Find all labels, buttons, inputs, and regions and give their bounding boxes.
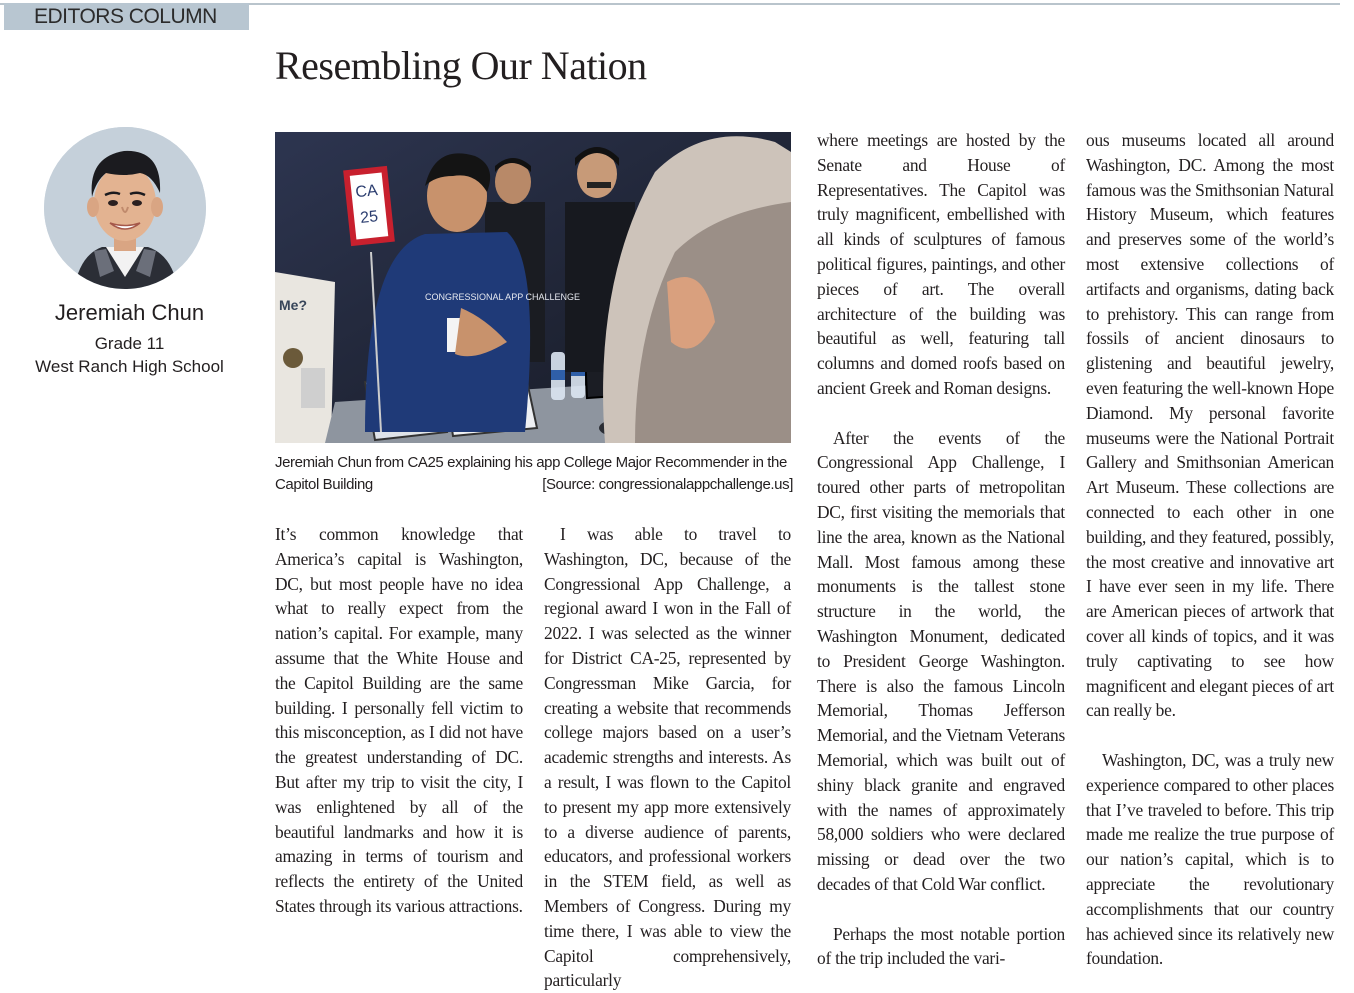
- sign-text-top: CA: [354, 182, 379, 202]
- paragraph: It’s common knowledge that America’s capital is Washington, DC, but most people have no idea what to really expect from the nation’s capital. For example, many assume that the White House and the Capitol Building are the same building. I personally fell victim to this misconception, as I did not have the greatest understanding of DC. But after my trip to visit the city, I was enlightened by all of the beautiful landmarks and how it is amazing in terms of tourism and reflects the entirety of the United States through its various attractions.: [275, 524, 523, 916]
- photo-source: [Source: congressionalappchallenge.us]: [542, 476, 793, 493]
- photo-caption: Jeremiah Chun from CA25 explaining his app College Major Recommender in the Capitol Building: [275, 454, 787, 493]
- author-portrait: [44, 127, 206, 289]
- article-column-3: [817, 128, 1065, 971]
- author-name: Jeremiah Chun: [54, 300, 205, 325]
- author-school: West Ranch High School: [35, 357, 224, 376]
- portrait-illustration: [44, 127, 206, 289]
- article-column-4: [1086, 128, 1334, 971]
- shirt-text: CONGRESSIONAL APP CHALLENGE: [425, 292, 581, 302]
- article-column-2: [544, 522, 791, 993]
- section-label: EDITORS COLUMN: [4, 3, 249, 30]
- photo-illustration: [275, 132, 791, 443]
- paragraph: ous museums located all around Washington, DC. Among the most famous was the Smithsonian Natural History Museum, which features and preserves some of the world’s most extensive collections of artifacts and organisms, dating back to prehistory. This can range from fossils of ancient dinosaurs to glistening and beautiful jewelry, even featuring the well-known Hope Diamond. My personal favorite museums were the National Portrait Gallery and Smithsonian American Art Museum. These collections are connected to each other in one building, and they featured, possibly, the most creative and innovative art I have ever seen in my life. There are American pieces of artwork that cover all kinds of topics, and it was truly captivating to see how magnificent and elegant pieces of art can really be.: [1086, 130, 1334, 721]
- paragraph: After the events of the Congressional App Challenge, I toured other parts of metropolitan DC, first visiting the memorials that line the area, known as the National Mall. Most famous among these monuments is the tallest stone structure in the world, the Washington Monument, dedicated to President George Washington. There is also the famous Lincoln Memorial, Thomas Jefferson Memorial, and the Vietnam Veterans Memorial, which was built out of shiny black granite and engraved with the names of approximately 58,000 soldiers who were declared missing or dead over the two decades of that Cold War conflict.: [817, 427, 1065, 894]
- article-title: Resembling Our Nation: [275, 43, 647, 88]
- paragraph: Washington, DC, was a truly new experience compared to other places that I’ve traveled to before. This trip made me realize the true purpose of our nation’s capital, which is to appreciate the revolutionary accomplishments that our country has achieved since its relatively new foundation.: [1086, 749, 1334, 969]
- paragraph: Perhaps the most notable portion of the trip included the vari-: [817, 923, 1065, 969]
- paragraph: where meetings are hosted by the Senate and House of Representatives. The Capitol was truly magnificent, embellished with all kinds of sculptures of famous political figures, paintings, and other pieces of art. The overall architecture of the building was beautiful as well, featuring tall columns and domed roofs based on ancient Greek and Roman designs.: [817, 130, 1065, 398]
- event-photo: [275, 132, 791, 443]
- paragraph: I was able to travel to Washington, DC, because of the Congressional App Challenge, a regional award I won in the Fall of 2022. I was selected as the winner for District CA-25, represented by Congressman Mike Garcia, for creating a website that recommends college majors based on a user’s academic strengths and interests. As a result, I was flown to the Capitol to present my app more extensively to a diverse audience of parents, educators, and professional workers in the STEM field, as well as Members of Congress. During my time there, I was able to view the Capitol comprehensively, particularly: [544, 524, 791, 991]
- poster-text: Me?: [279, 297, 307, 313]
- author-grade: Grade 11: [94, 334, 165, 353]
- article-column-1: [275, 522, 523, 919]
- sign-text-bottom: 25: [359, 208, 379, 227]
